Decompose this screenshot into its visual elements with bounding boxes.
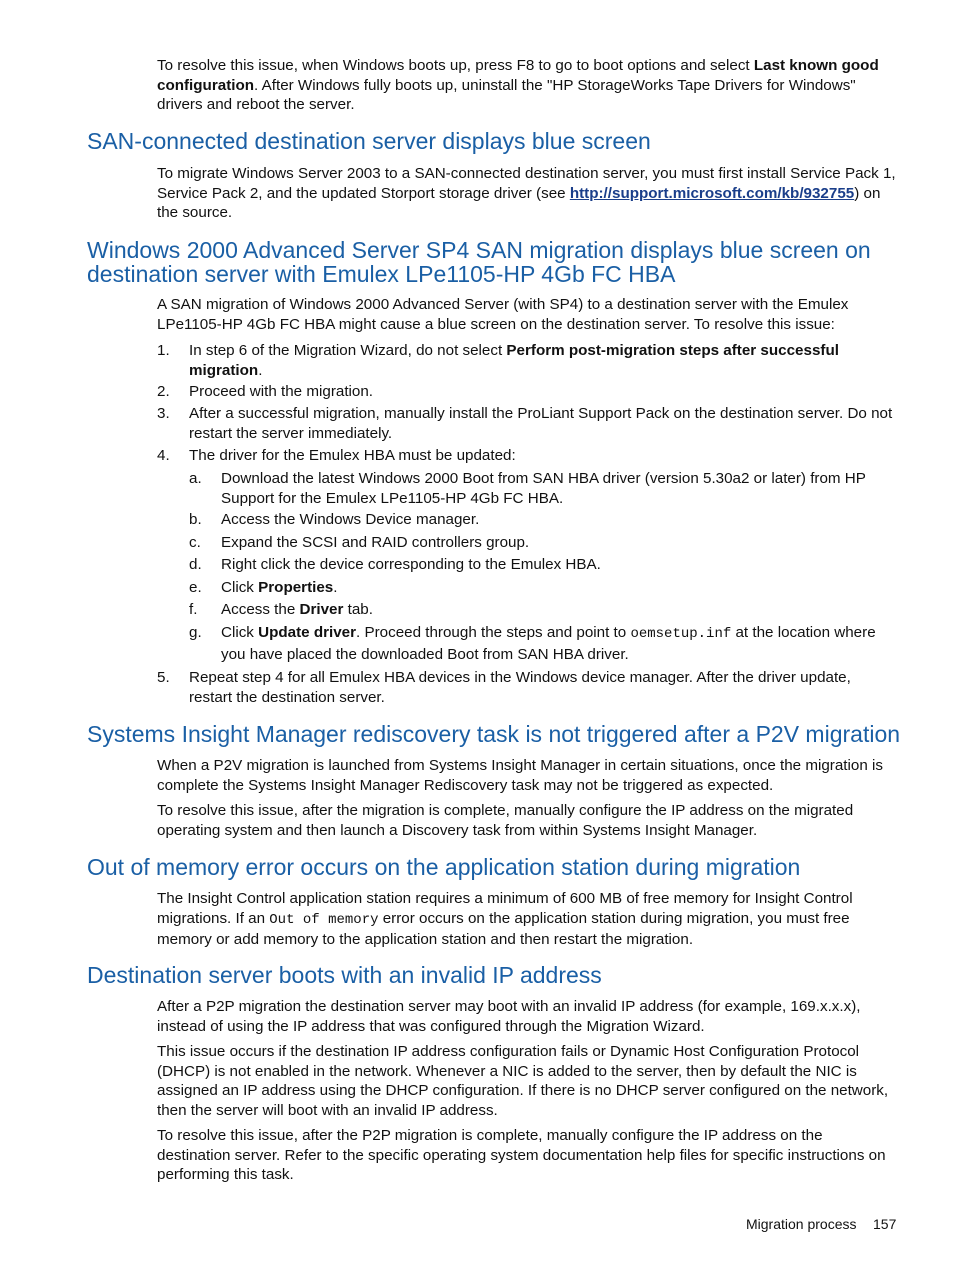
intro-paragraph bbox=[157, 56, 899, 115]
step-text: In step 6 of the Migration Wizard, do not select bbox=[189, 342, 507, 359]
substep-text: Click bbox=[221, 579, 259, 596]
list-item bbox=[189, 341, 889, 380]
substep-text-end: . bbox=[333, 579, 338, 596]
intro-text: To resolve this issue, when Windows boots up, press F8 to go to boot options and select bbox=[157, 57, 754, 74]
list-item: Access the Windows Device manager. bbox=[221, 511, 480, 528]
substep-letter: d. bbox=[189, 556, 202, 573]
list-item: After a successful migration, manually install the ProLiant Support Pack on the destination server. Do not restart the server immediately. bbox=[189, 405, 893, 442]
step-text-end: . bbox=[258, 361, 263, 379]
substep-bold: Properties bbox=[258, 579, 334, 596]
san-paragraph bbox=[157, 164, 899, 223]
kb-link[interactable]: http://support.microsoft.com/kb/932755 bbox=[569, 184, 855, 202]
list-item bbox=[221, 600, 881, 620]
list-item: Download the latest Windows 2000 Boot from SAN HBA driver (version 5.30a2 or later) from HP Support for the Emulex LPe1105-HP 4Gb FC HBA. bbox=[221, 470, 866, 507]
substep-text: Click bbox=[221, 624, 259, 641]
san-text-end: ) on the source. bbox=[157, 184, 881, 221]
footer-section-title: Migration process bbox=[746, 1216, 857, 1232]
sim-paragraph-1: When a P2V migration is launched from Systems Insight Manager in certain situations, once the migration is complete the Systems Insight Manager Rediscovery task may not be triggered as expected. bbox=[157, 757, 883, 794]
intro-bold: Last known good configuration bbox=[157, 57, 879, 94]
page-number: 157 bbox=[873, 1216, 897, 1232]
substep-letter: c. bbox=[189, 534, 201, 551]
heading-san-blue-screen: SAN-connected destination server displays blue screen bbox=[87, 128, 651, 154]
substep-bold: Driver bbox=[299, 601, 344, 618]
list-item bbox=[221, 623, 901, 664]
step-number: 4. bbox=[157, 447, 170, 464]
step-number: 1. bbox=[157, 342, 170, 359]
heading-sim-rediscovery: Systems Insight Manager rediscovery task is not triggered after a P2V migration bbox=[87, 721, 901, 747]
step-number: 5. bbox=[157, 669, 170, 686]
list-item bbox=[221, 578, 881, 598]
sim-paragraph-2: To resolve this issue, after the migration is complete, manually configure the IP address on the migrated operating system and then launch a Discovery task from within Systems Insight Manager. bbox=[157, 802, 854, 839]
ip-paragraph-3: To resolve this issue, after the P2P migration is complete, manually configure the IP address on the destination server. Refer to the specific operating system documentation help files for specific instructions on performing this task. bbox=[157, 1127, 886, 1183]
list-item: Proceed with the migration. bbox=[189, 383, 374, 400]
list-item: Expand the SCSI and RAID controllers group. bbox=[221, 534, 530, 551]
substep-letter: g. bbox=[189, 624, 202, 641]
oom-paragraph bbox=[157, 889, 899, 950]
san-text: To migrate Windows Server 2003 to a SAN-connected destination server, you must first install Service Pack 1, Service Pack 2, and the updated Storport storage driver (see bbox=[157, 165, 896, 202]
heading-out-of-memory: Out of memory error occurs on the application station during migration bbox=[87, 854, 801, 880]
substep-letter: f. bbox=[189, 601, 198, 618]
substep-letter: b. bbox=[189, 511, 202, 528]
code-error: Out of memory bbox=[269, 911, 379, 928]
substep-text: Access the bbox=[221, 601, 300, 618]
step-number: 2. bbox=[157, 383, 170, 400]
heading-w2k-blue-screen: Windows 2000 Advanced Server SP4 SAN migration displays blue screen on destination server with Emulex LPe1105-HP 4Gb FC HBA bbox=[87, 237, 871, 287]
oom-text: The Insight Control application station requires a minimum of 600 MB of free memory for Insight Control migrations. If an bbox=[157, 890, 853, 927]
step-number: 3. bbox=[157, 405, 170, 422]
list-item: Right click the device corresponding to the Emulex HBA. bbox=[221, 556, 601, 573]
substep-letter: e. bbox=[189, 579, 202, 596]
substep-bold: Update driver bbox=[258, 624, 357, 641]
heading-invalid-ip: Destination server boots with an invalid IP address bbox=[87, 962, 602, 988]
w2k-paragraph: A SAN migration of Windows 2000 Advanced Server (with SP4) to a destination server with the Emulex LPe1105-HP 4Gb FC HBA might cause a blue screen on the destination server. To resolve this issue: bbox=[157, 296, 849, 333]
list-item: Repeat step 4 for all Emulex HBA devices in the Windows device manager. After the driver update, restart the destination server. bbox=[189, 669, 851, 706]
code-filename: oemsetup.inf bbox=[630, 626, 732, 642]
substep-text-end: at the location where you have placed the downloaded Boot from SAN HBA driver. bbox=[221, 624, 876, 663]
ip-paragraph-1: After a P2P migration the destination server may boot with an invalid IP address (for example, 169.x.x.x), instead of using the IP address that was configured through the Migration Wizard. bbox=[157, 998, 861, 1035]
ip-paragraph-2: This issue occurs if the destination IP address configuration fails or Dynamic Host Configuration Protocol (DHCP) is not enabled in the network. Whenever a NIC is added to the server, then by default the NIC is assigned an IP address using the DHCP configuration. If there is no DHCP server configured on the network, then the server will boot with an invalid IP address. bbox=[157, 1043, 889, 1119]
substep-text-mid: . Proceed through the steps and point to bbox=[356, 624, 631, 641]
intro-text-end: . After Windows fully boots up, uninstall the "HP StorageWorks Tape Drivers for Windows" drivers and reboot the server. bbox=[157, 76, 856, 113]
oom-text-end: error occurs on the application station during migration, you must free memory or add memory to the application station and then restart the migration. bbox=[157, 909, 850, 948]
list-item: The driver for the Emulex HBA must be updated: bbox=[189, 447, 516, 464]
substep-letter: a. bbox=[189, 470, 202, 487]
substep-text-end: tab. bbox=[343, 601, 373, 618]
step-bold: Perform post-migration steps after successful migration bbox=[189, 342, 839, 379]
